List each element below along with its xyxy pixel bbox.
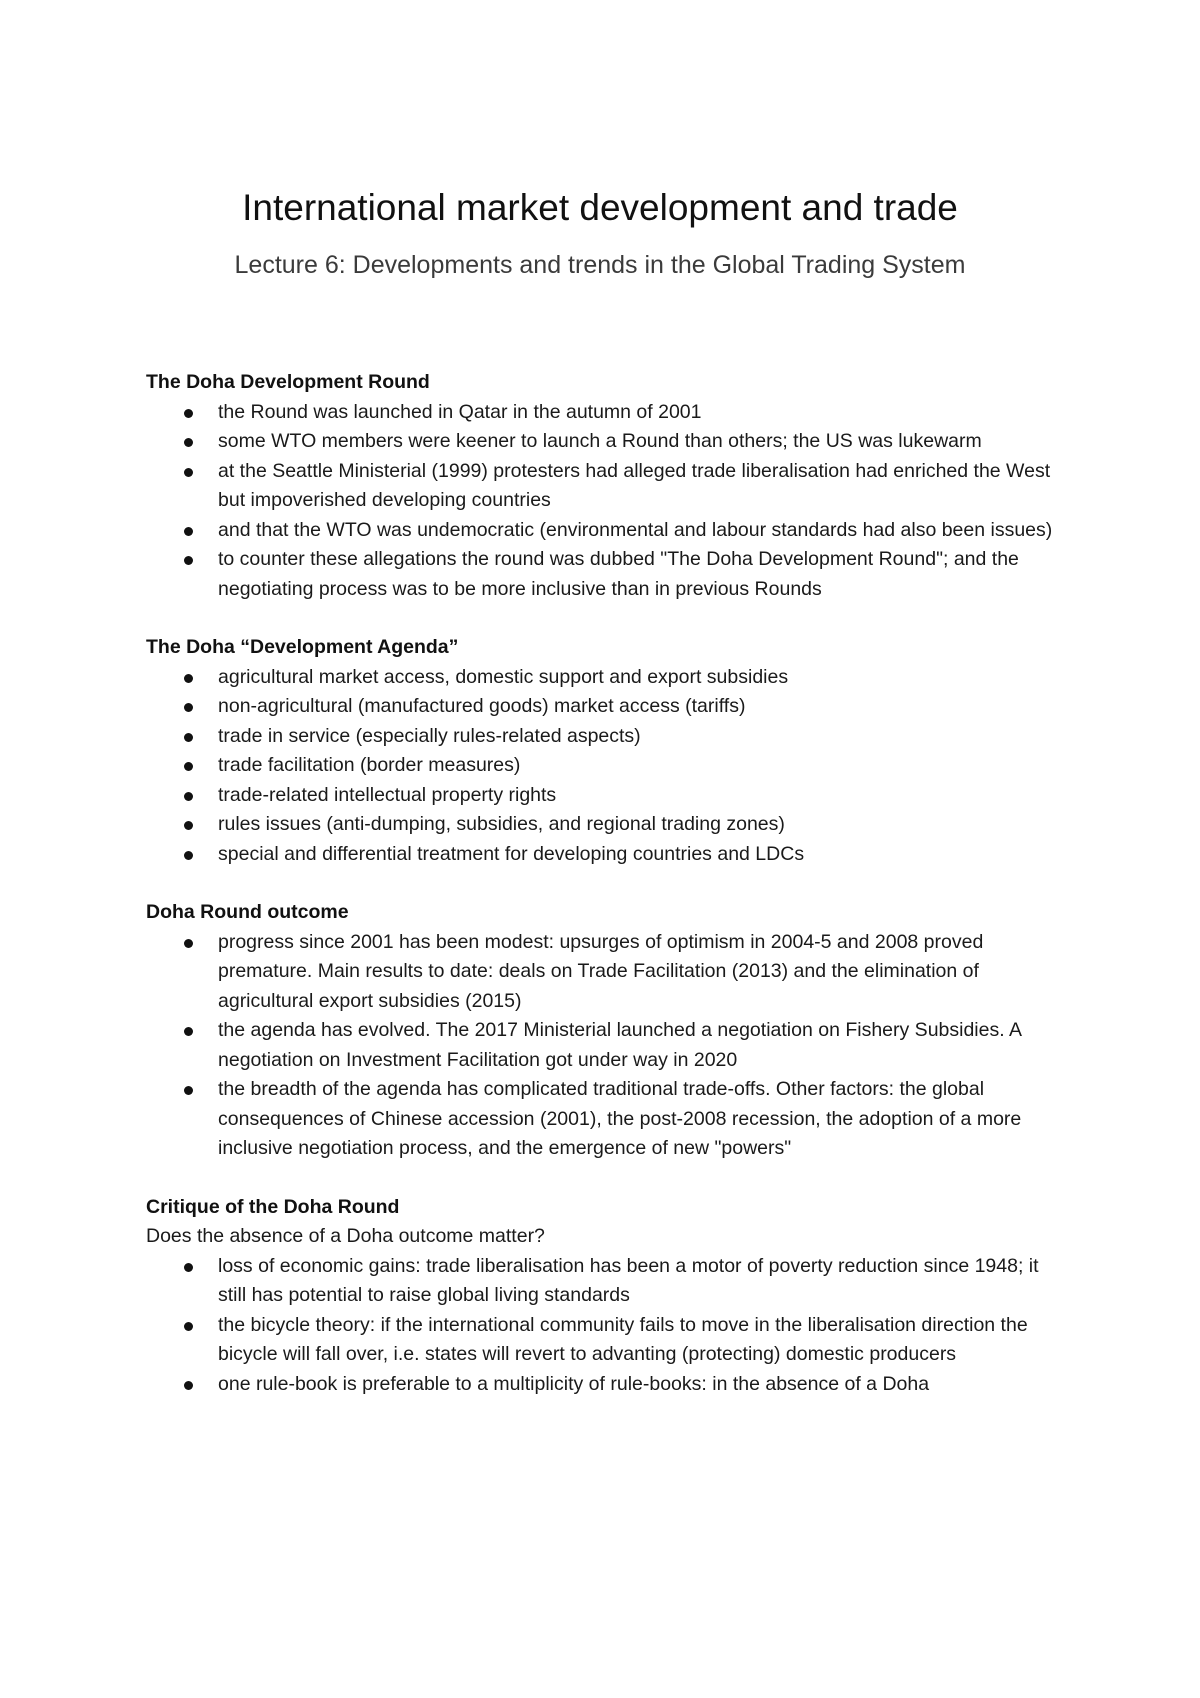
list-item-text: trade facilitation (border measures) (218, 754, 521, 776)
document-subtitle: Lecture 6: Developments and trends in the Global Trading System (234, 251, 966, 279)
bullet-icon (184, 821, 193, 830)
list-item (218, 781, 1054, 811)
list-item (218, 1016, 1054, 1075)
bullet-icon (184, 1381, 193, 1390)
bullet-list (146, 663, 1054, 870)
list-item (218, 722, 1054, 752)
list-item (218, 810, 1054, 840)
bullet-icon (184, 556, 193, 565)
section-heading: Critique of the Doha Round (146, 1195, 400, 1218)
bullet-icon (184, 733, 193, 742)
document-title: International market development and trade (242, 187, 958, 228)
section-critique-of-doha-round (146, 1193, 1054, 1400)
section-doha-development-agenda (146, 633, 1054, 869)
bullet-icon (184, 939, 193, 948)
bullet-icon (184, 674, 193, 683)
bullet-icon (184, 1027, 193, 1036)
list-item-text: some WTO members were keener to launch a Round than others; the US was lukewarm (218, 430, 982, 452)
list-item (218, 751, 1054, 781)
bullet-icon (184, 703, 193, 712)
list-item-text: non-agricultural (manufactured goods) market access (tariffs) (218, 695, 746, 717)
list-item (218, 427, 1054, 457)
list-item (218, 1075, 1054, 1164)
list-item (218, 398, 1054, 428)
list-item-text: trade-related intellectual property rights (218, 783, 557, 806)
list-item-text: to counter these allegations the round was dubbed "The Doha Development Round"; and the negotiating process was to be more inclusive than in previous Rounds (218, 548, 1019, 600)
bullet-icon (184, 1322, 193, 1331)
list-item (218, 545, 1054, 604)
list-item-text: and that the WTO was undemocratic (environmental and labour standards had also been issues) (218, 518, 1053, 541)
bullet-icon (184, 762, 193, 771)
section-heading: The Doha “Development Agenda” (146, 636, 459, 658)
list-item-text: loss of economic gains: trade liberalisation has been a motor of poverty reduction since 1948; it still has potential to raise global living standards (218, 1254, 1039, 1306)
list-item-text: trade in service (especially rules-related aspects) (218, 724, 641, 747)
list-item (218, 516, 1054, 546)
bullet-list (146, 928, 1054, 1164)
list-item (218, 1252, 1054, 1311)
list-item-text: the breadth of the agenda has complicated traditional trade-offs. Other factors: the global consequences of Chinese accession (2001), the post-2008 recession, the adoption of a more inclusive negotiation process, and the emergence of new "powers" (218, 1078, 1022, 1159)
section-intro: Does the absence of a Doha outcome matter? (146, 1225, 545, 1247)
bullet-list (146, 398, 1054, 605)
list-item (218, 928, 1054, 1017)
bullet-icon (184, 1086, 193, 1095)
list-item (218, 1370, 1054, 1400)
section-doha-round-outcome (146, 898, 1054, 1164)
list-item-text: progress since 2001 has been modest: upsurges of optimism in 2004-5 and 2008 proved premature. Main results to date: deals on Trade Facilitation (2013) and the elimination of agricultural export subsidies (2015) (218, 930, 984, 1012)
list-item-text: the Round was launched in Qatar in the autumn of 2001 (218, 400, 702, 423)
bullet-icon (184, 1263, 193, 1272)
bullet-icon (184, 851, 193, 860)
list-item-text: special and differential treatment for developing countries and LDCs (218, 842, 805, 865)
list-item (218, 457, 1054, 516)
list-item-text: the bicycle theory: if the international community fails to move in the liberalisation direction the bicycle will fall over, i.e. states will revert to advanting (protecting) domestic producers (218, 1313, 1028, 1365)
list-item-text: at the Seattle Ministerial (1999) protesters had alleged trade liberalisation had enriched the West but impoverished developing countries (218, 459, 1051, 511)
list-item-text: agricultural market access, domestic support and export subsidies (218, 665, 789, 688)
list-item (218, 692, 1054, 722)
list-item (218, 663, 1054, 693)
list-item-text: rules issues (anti-dumping, subsidies, and regional trading zones) (218, 813, 785, 835)
section-doha-development-round (146, 368, 1054, 604)
bullet-icon (184, 438, 193, 447)
bullet-icon (184, 409, 193, 418)
bullet-icon (184, 527, 193, 536)
bullet-list (146, 1252, 1054, 1400)
list-item (218, 840, 1054, 870)
list-item (218, 1311, 1054, 1370)
bullet-icon (184, 468, 193, 477)
document-body (146, 368, 1054, 1399)
section-heading: The Doha Development Round (146, 371, 430, 393)
list-item-text: the agenda has evolved. The 2017 Ministerial launched a negotiation on Fishery Subsidies. A negotiation on Investment Facilitation got under way in 2020 (218, 1019, 1021, 1071)
section-heading: Doha Round outcome (146, 901, 349, 923)
list-item-text: one rule-book is preferable to a multiplicity of rule-books: in the absence of a Doha (218, 1372, 930, 1395)
bullet-icon (184, 792, 193, 801)
